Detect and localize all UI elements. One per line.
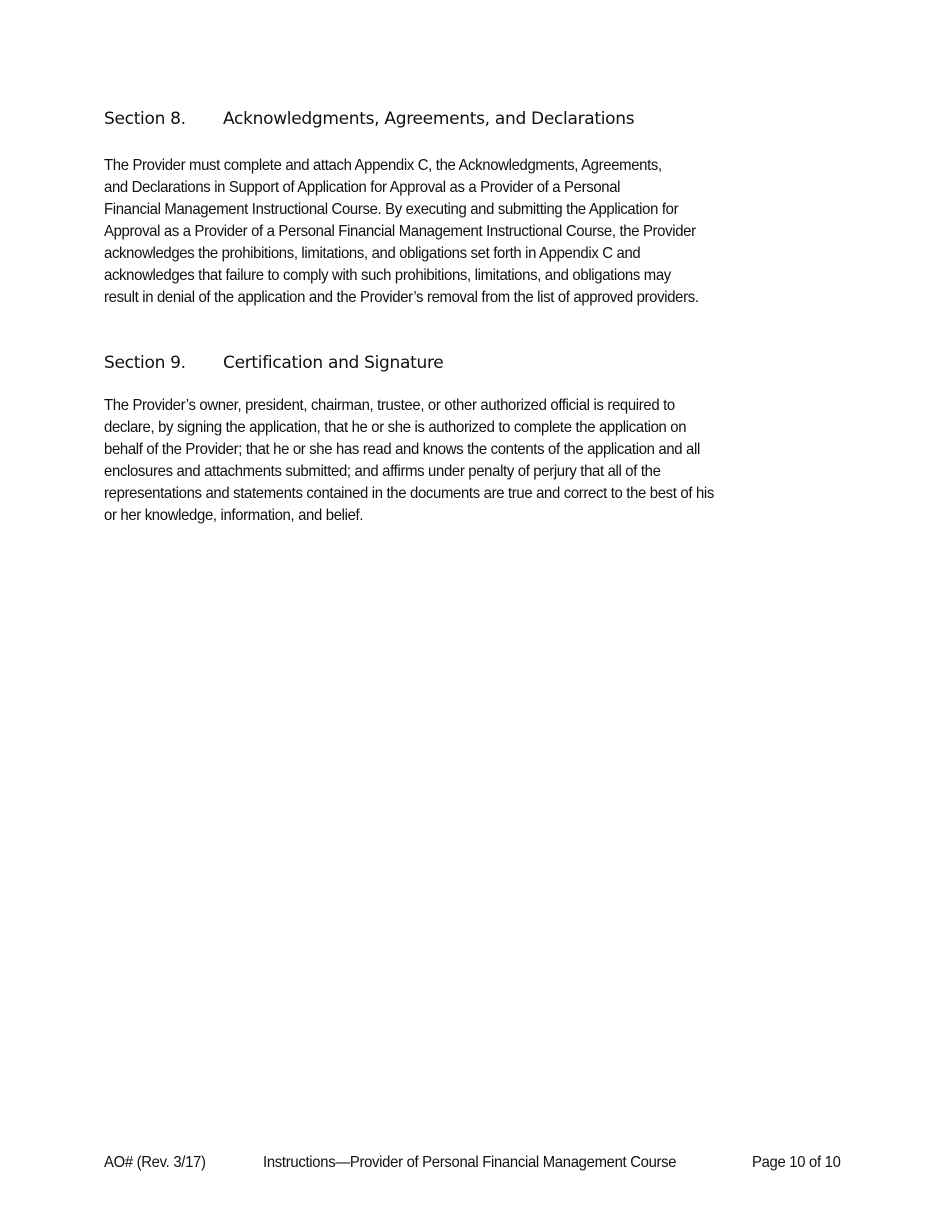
paragraph-line: Approval as a Provider of a Personal Financial Management Instructional Course, the Provider bbox=[104, 223, 696, 240]
section-9-heading bbox=[104, 352, 443, 374]
section-9-paragraph bbox=[104, 395, 811, 527]
paragraph-line: or her knowledge, information, and belief. bbox=[104, 507, 364, 524]
section-9-title: Certification and Signature bbox=[223, 353, 444, 373]
footer-form-id: AO# (Rev. 3/17) bbox=[104, 1154, 206, 1171]
paragraph-line: declare, by signing the application, that he or she is authorized to complete the application on bbox=[104, 419, 687, 436]
paragraph-line: acknowledges that failure to comply with such prohibitions, limitations, and obligations may bbox=[104, 267, 671, 284]
section-8-heading bbox=[104, 108, 634, 130]
paragraph-line: The Provider’s owner, president, chairman, trustee, or other authorized official is required to bbox=[104, 397, 675, 414]
paragraph-line: result in denial of the application and the Provider’s removal from the list of approved providers. bbox=[104, 289, 699, 306]
paragraph-line: and Declarations in Support of Application for Approval as a Provider of a Personal bbox=[104, 179, 621, 196]
section-8-title: Acknowledgments, Agreements, and Declarations bbox=[223, 109, 635, 129]
footer-page-number: Page 10 of 10 bbox=[752, 1154, 841, 1171]
footer-title: Instructions—Provider of Personal Financial Management Course bbox=[263, 1154, 677, 1171]
paragraph-line: behalf of the Provider; that he or she has read and knows the contents of the application and all bbox=[104, 441, 700, 458]
paragraph-line: The Provider must complete and attach Appendix C, the Acknowledgments, Agreements, bbox=[104, 157, 662, 174]
paragraph-line: Financial Management Instructional Course. By executing and submitting the Application for bbox=[104, 201, 679, 218]
section-8-number: Section 8. bbox=[104, 109, 186, 129]
section-9-number: Section 9. bbox=[104, 353, 186, 373]
paragraph-line: representations and statements contained in the documents are true and correct to the best of his bbox=[104, 485, 714, 502]
section-8-paragraph bbox=[104, 155, 811, 309]
paragraph-line: enclosures and attachments submitted; and affirms under penalty of perjury that all of the bbox=[104, 463, 661, 480]
paragraph-line: acknowledges the prohibitions, limitations, and obligations set forth in Appendix C and bbox=[104, 245, 641, 262]
